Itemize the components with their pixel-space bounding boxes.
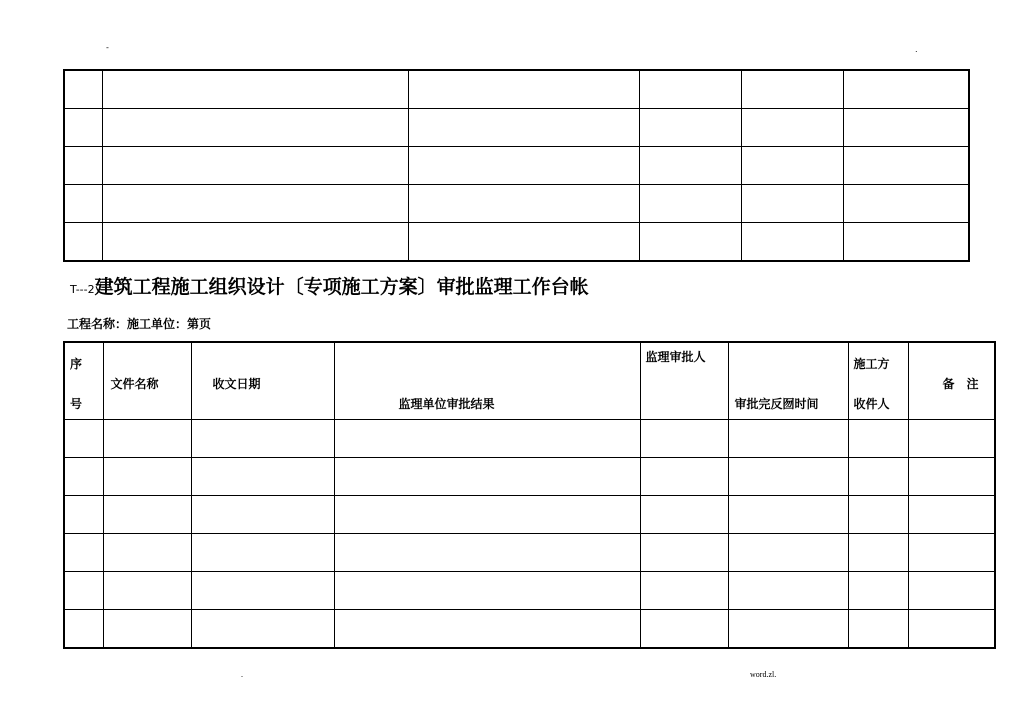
table-cell <box>103 610 191 649</box>
title-text: 建筑工程施工组织设计〔专项施工方案〕审批监理工作台帐 <box>94 276 589 298</box>
table-cell <box>908 610 995 649</box>
table-cell <box>191 458 334 496</box>
table-cell <box>848 534 908 572</box>
table-cell <box>102 223 408 262</box>
table-cell <box>728 572 848 610</box>
header-approval-result: 监理单位审批结果 <box>334 342 640 420</box>
table-cell <box>639 185 741 223</box>
table-cell <box>191 420 334 458</box>
table-cell <box>64 109 102 147</box>
table-cell <box>843 185 969 223</box>
table-cell <box>64 223 102 262</box>
table-cell <box>728 610 848 649</box>
table-cell <box>408 185 639 223</box>
table-cell <box>191 496 334 534</box>
table-cell <box>191 572 334 610</box>
header-recipient: 施工方 收件人 <box>848 342 908 420</box>
table-header-row <box>64 342 995 420</box>
table-cell <box>408 109 639 147</box>
table-cell <box>848 572 908 610</box>
table-cell <box>908 420 995 458</box>
table-cell <box>191 534 334 572</box>
table-cell <box>64 147 102 185</box>
table-cell <box>334 496 640 534</box>
table-cell <box>102 147 408 185</box>
table-cell <box>102 70 408 109</box>
table-cell <box>64 610 103 649</box>
table-cell <box>334 572 640 610</box>
table-row <box>64 420 995 458</box>
table-cell <box>728 420 848 458</box>
table-cell <box>334 534 640 572</box>
table-cell <box>640 610 728 649</box>
corner-mark: . <box>915 45 918 54</box>
page-title <box>70 272 589 299</box>
table-cell <box>639 147 741 185</box>
continuation-table <box>63 69 970 262</box>
table-row <box>64 185 969 223</box>
table-cell <box>334 420 640 458</box>
table-row <box>64 109 969 147</box>
table-cell <box>102 109 408 147</box>
table-row <box>64 534 995 572</box>
table-cell <box>741 109 843 147</box>
table-cell <box>640 420 728 458</box>
table-cell <box>843 147 969 185</box>
table-cell <box>640 496 728 534</box>
project-info-line: 工程名称：施工单位：第页 <box>67 317 212 331</box>
table-cell <box>848 496 908 534</box>
table-cell <box>103 572 191 610</box>
table-cell <box>334 458 640 496</box>
table-cell <box>908 572 995 610</box>
table-cell <box>334 610 640 649</box>
table-cell <box>64 70 102 109</box>
table-row <box>64 610 995 649</box>
table-cell <box>843 223 969 262</box>
table-cell <box>640 572 728 610</box>
table-cell <box>64 534 103 572</box>
table-cell <box>640 458 728 496</box>
header-remarks: 备 注 <box>908 342 995 420</box>
table-row <box>64 458 995 496</box>
table-cell <box>64 185 102 223</box>
table-cell <box>908 458 995 496</box>
table-cell <box>103 458 191 496</box>
table-cell <box>103 534 191 572</box>
header-completion-time: 审批完反囫时间 <box>728 342 848 420</box>
table-cell <box>639 70 741 109</box>
table-row <box>64 70 969 109</box>
table-cell <box>741 223 843 262</box>
table-cell <box>102 185 408 223</box>
table-cell <box>843 70 969 109</box>
table-cell <box>64 496 103 534</box>
table-cell <box>843 109 969 147</box>
table-cell <box>908 534 995 572</box>
table-cell <box>103 420 191 458</box>
table-row <box>64 572 995 610</box>
table-cell <box>640 534 728 572</box>
table-cell <box>848 420 908 458</box>
header-seq: 序 号 <box>64 342 103 420</box>
header-receive-date: 收文日期 <box>191 342 334 420</box>
header-approver: 监理审批人 <box>640 342 728 420</box>
table-cell <box>408 223 639 262</box>
table-cell <box>103 496 191 534</box>
table-cell <box>64 572 103 610</box>
header-doc-name: 文件名称 <box>103 342 191 420</box>
table-cell <box>728 458 848 496</box>
table-cell <box>741 70 843 109</box>
table-cell <box>741 147 843 185</box>
table-cell <box>639 109 741 147</box>
footer-text: word.zl. <box>750 670 777 679</box>
table-cell <box>728 534 848 572</box>
table-cell <box>191 610 334 649</box>
footer-mark: . <box>241 670 243 679</box>
table-row <box>64 223 969 262</box>
table-cell <box>408 147 639 185</box>
corner-mark: - <box>106 43 109 52</box>
table-cell <box>728 496 848 534</box>
form-code: T---2 <box>70 283 95 296</box>
table-cell <box>64 420 103 458</box>
table-cell <box>908 496 995 534</box>
table-row <box>64 496 995 534</box>
table-cell <box>64 458 103 496</box>
table-cell <box>639 223 741 262</box>
table-cell <box>848 458 908 496</box>
table-row <box>64 147 969 185</box>
approval-ledger-table <box>63 341 996 649</box>
table-cell <box>408 70 639 109</box>
table-cell <box>848 610 908 649</box>
table-cell <box>741 185 843 223</box>
